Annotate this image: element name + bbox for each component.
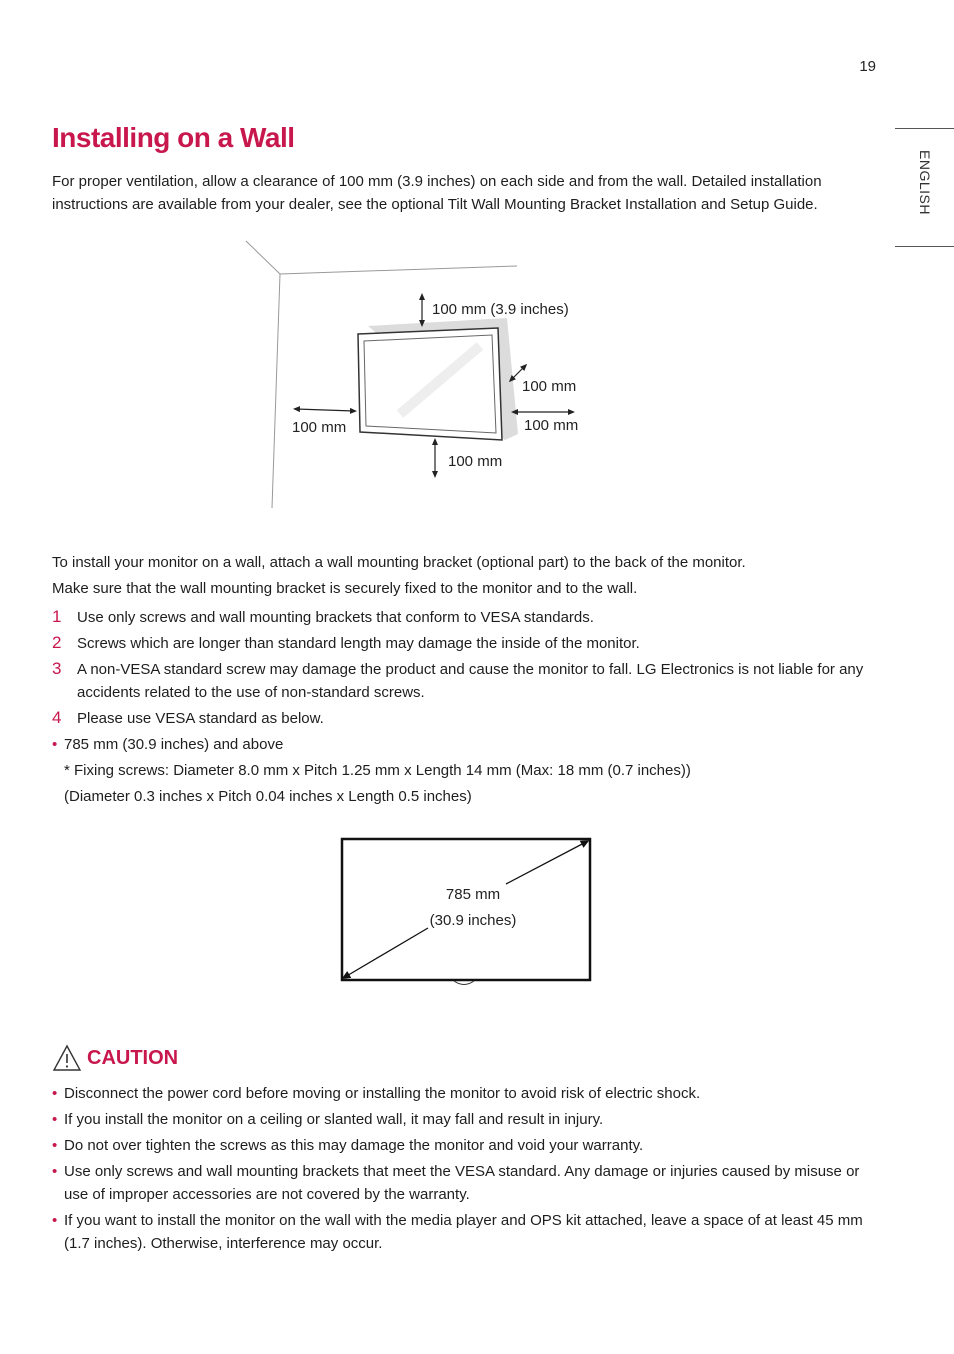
caution-item-text: Do not over tighten the screws as this may damage the monitor and void your warranty. [64,1137,644,1154]
back-clearance-label: 100 mm [522,378,577,395]
screw-spec-line-2: (Diameter 0.3 inches x Pitch 0.04 inches x Length 0.5 inches) [64,788,472,805]
bullet-dot: • [52,1163,58,1180]
diagonal-inch-label: (30.9 inches) [429,912,517,929]
size-bullet-text: 785 mm (30.9 inches) and above [64,736,284,753]
top-clearance-label: 100 mm (3.9 inches) [432,301,569,318]
wall-clearance-diagram [240,236,600,516]
bullet-dot: • [52,1212,58,1229]
language-tab-bottom-rule [895,246,954,247]
caution-item-text: Use only screws and wall mounting brackets that meet the VESA standard. Any damage or injuries caused by misuse or use of improper accessories are not covered by the warranty. [64,1163,860,1203]
intro-paragraph: For proper ventilation, allow a clearance of 100 mm (3.9 inches) on each side and from the wall. Detailed installation instructions are available from your dealer, see the optional Tilt Wall Mounting Bracket Installation and Setup Guide. [52,173,822,213]
left-clearance-label: 100 mm [292,419,347,436]
install-line-1: To install your monitor on a wall, attach a wall mounting bracket (optional part) to the back of the monitor. [52,554,746,571]
list-item-text: Screws which are longer than standard length may damage the inside of the monitor. [77,635,640,652]
list-item-text: A non-VESA standard screw may damage the product and cause the monitor to fall. LG Electronics is not liable for any accidents related to the use of non-standard screws. [77,661,864,701]
list-item-number: 3 [52,659,62,678]
left-clearance-arrow [296,409,354,411]
list-item-text: Please use VESA standard as below. [77,710,324,727]
caution-label: CAUTION [87,1047,179,1069]
caution-item-text: Disconnect the power cord before moving or installing the monitor to avoid risk of electric shock. [64,1085,701,1102]
bullet-dot: • [52,1085,58,1102]
list-item-number: 1 [52,607,62,626]
list-item-number: 2 [52,633,62,652]
caution-item-text: If you install the monitor on a ceiling or slanted wall, it may fall and result in injury. [64,1111,604,1128]
install-line-2: Make sure that the wall mounting bracket is securely fixed to the monitor and to the wall. [52,580,638,597]
language-tab: ENGLISH [917,150,933,215]
screen-size-diagram [336,832,598,992]
monitor-illustration [358,328,502,440]
list-item-number: 4 [52,708,62,727]
diagonal-mm-label: 785 mm [445,886,501,903]
bullet-dot: • [52,1111,58,1128]
page-number: 19 [859,58,876,75]
warning-icon [52,1044,82,1072]
language-tab-top-rule [895,128,954,129]
caution-item-text: If you want to install the monitor on the wall with the media player and OPS kit attached, leave a space of at least 45 mm (1.7 inches). Otherwise, interference may occur. [64,1212,863,1252]
bullet-dot: • [52,736,58,753]
right-clearance-label: 100 mm [524,417,579,434]
bullet-dot: • [52,1137,58,1154]
screw-spec-line-1: * Fixing screws: Diameter 8.0 mm x Pitch 1.25 mm x Length 14 mm (Max: 18 mm (0.7 inches)) [64,762,691,779]
bottom-clearance-label: 100 mm [448,453,503,470]
page-title: Installing on a Wall [52,122,295,153]
stand-notch [454,981,474,985]
list-item-text: Use only screws and wall mounting brackets that conform to VESA standards. [77,609,594,626]
